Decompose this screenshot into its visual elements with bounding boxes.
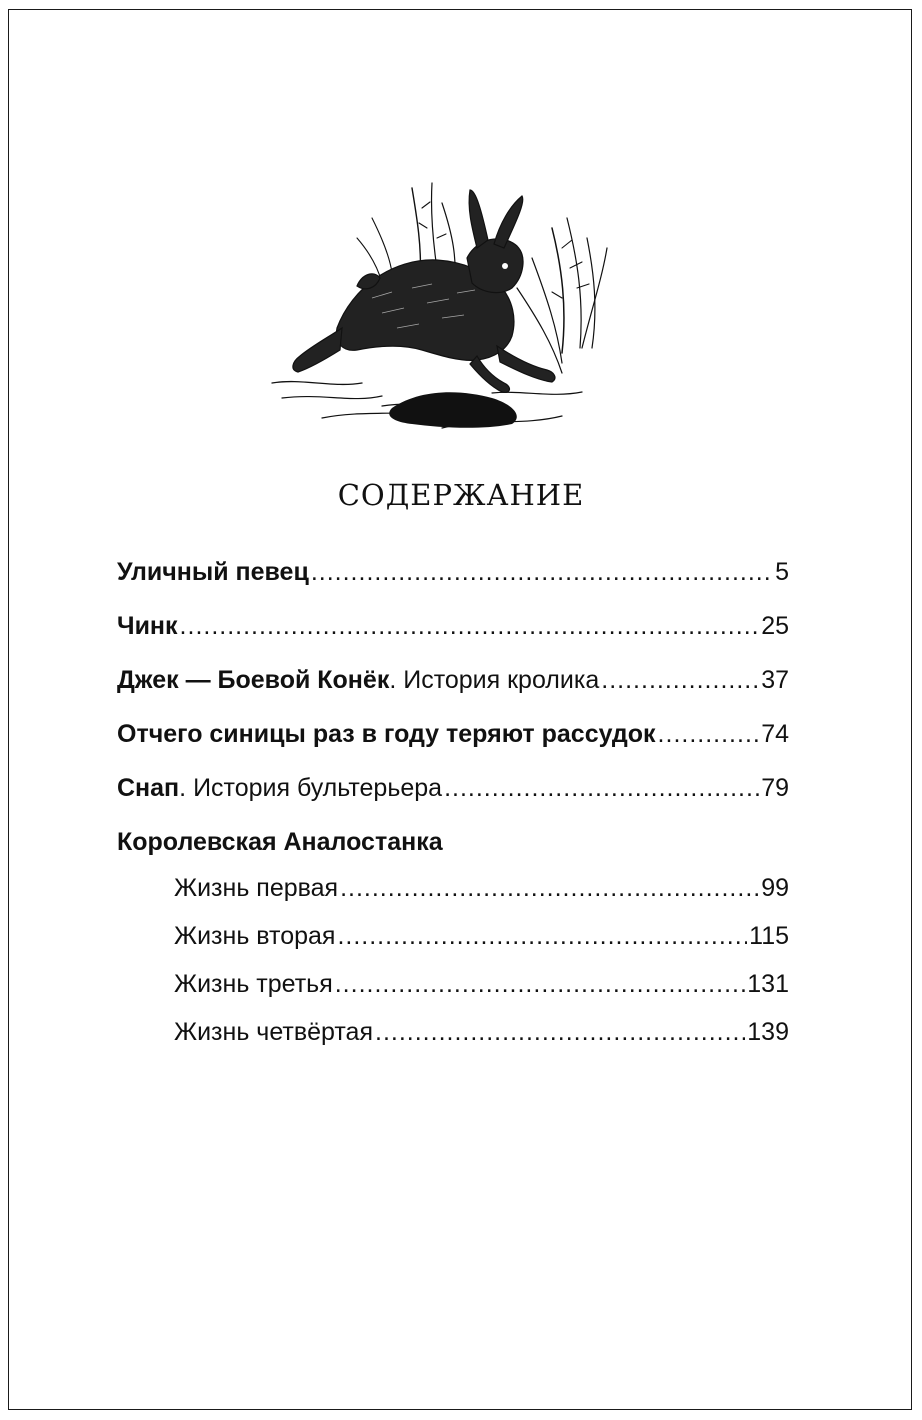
dot-leader xyxy=(375,1018,745,1047)
toc-subentry-page: 131 xyxy=(747,970,789,998)
page-title: СОДЕРЖАНИЕ xyxy=(337,478,585,512)
toc-section-title: Королевская Аналостанка xyxy=(117,828,443,856)
toc-entry[interactable] xyxy=(117,774,789,828)
dot-leader xyxy=(337,922,747,951)
toc-entry-page: 25 xyxy=(761,612,789,640)
toc-entry-title: Отчего синицы раз в году теряют рассудок xyxy=(117,720,656,748)
toc-entry-subtitle: . История кролика xyxy=(389,666,600,694)
dot-leader xyxy=(658,720,760,749)
toc-entry[interactable] xyxy=(117,720,789,774)
toc-entry-page: 79 xyxy=(761,774,789,802)
toc-entry-page: 37 xyxy=(761,666,789,694)
toc-subentry-page: 115 xyxy=(749,922,789,950)
table-of-contents xyxy=(117,558,789,1066)
toc-subentry-title: Жизнь четвёртая xyxy=(174,1018,373,1046)
toc-entry-title: Чинк xyxy=(117,612,178,640)
toc-entry[interactable] xyxy=(117,558,789,612)
toc-entry[interactable] xyxy=(117,612,789,666)
running-hare-illustration xyxy=(262,178,634,446)
toc-subentry-title: Жизнь первая xyxy=(174,874,339,902)
toc-section-heading[interactable] xyxy=(117,828,789,874)
toc-entry-title: Уличный певец xyxy=(117,558,309,586)
toc-subentry[interactable] xyxy=(117,970,789,1018)
toc-subentry[interactable] xyxy=(117,874,789,922)
toc-subentry[interactable] xyxy=(117,1018,789,1066)
toc-subentry-page: 139 xyxy=(747,1018,789,1046)
toc-entry-page: 74 xyxy=(761,720,789,748)
toc-subentry-page: 99 xyxy=(761,874,789,902)
toc-subentry[interactable] xyxy=(117,922,789,970)
toc-entry-title: Снап xyxy=(117,774,180,802)
dot-leader xyxy=(180,612,760,641)
dot-leader xyxy=(311,558,773,587)
dot-leader xyxy=(340,874,759,903)
dot-leader xyxy=(601,666,759,695)
toc-entry-subtitle: . История бультерьера xyxy=(179,774,443,802)
toc-entry[interactable] xyxy=(117,666,789,720)
dot-leader xyxy=(335,970,746,999)
dot-leader xyxy=(444,774,759,803)
toc-entry-title: Джек — Боевой Конёк xyxy=(117,666,390,694)
toc-entry-page: 5 xyxy=(775,558,789,586)
toc-subentry-title: Жизнь третья xyxy=(174,970,333,998)
toc-subentry-title: Жизнь вторая xyxy=(174,922,336,950)
